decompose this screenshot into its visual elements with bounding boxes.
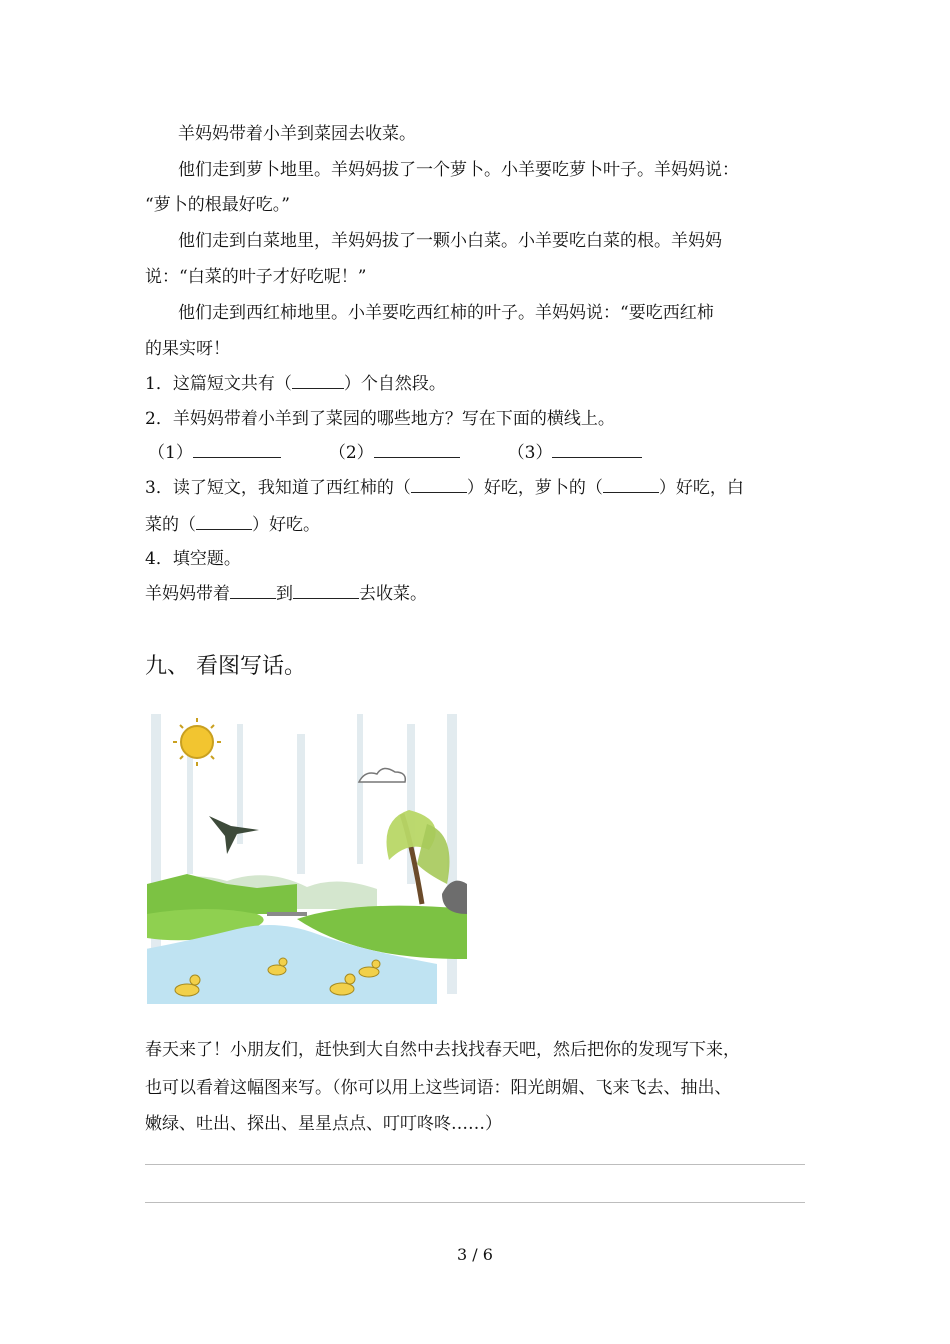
question-4: 4．填空题。 bbox=[145, 549, 241, 569]
writing-line-1[interactable] bbox=[145, 1164, 805, 1165]
answer-line-2[interactable] bbox=[374, 441, 460, 458]
passage-paragraph-4: 他们走到西红柿地里。小羊要吃西红柿的叶子。羊妈妈说：“要吃西红柿 bbox=[178, 303, 714, 323]
answer-blank[interactable] bbox=[603, 476, 659, 493]
answer-line-3[interactable] bbox=[552, 441, 642, 458]
fill-blank-2[interactable] bbox=[293, 582, 359, 599]
question-4-fill bbox=[145, 582, 427, 606]
question-3-text: ）好吃，白 bbox=[658, 478, 744, 498]
answer-line-1[interactable] bbox=[193, 441, 281, 458]
answer-blank[interactable] bbox=[292, 372, 344, 389]
question-3-text: 菜的（ bbox=[145, 515, 196, 535]
question-3 bbox=[145, 476, 744, 500]
question-3-text: ）好吃，萝卜的（ bbox=[466, 478, 603, 498]
sun-icon bbox=[181, 726, 213, 758]
question-2: 2．羊妈妈带着小羊到了菜园的哪些地方？写在下面的横线上。 bbox=[145, 409, 615, 429]
question-2-answers bbox=[148, 441, 642, 465]
question-1-text: 1．这篇短文共有（ bbox=[145, 374, 292, 394]
writing-line-2[interactable] bbox=[145, 1202, 805, 1203]
writing-prompt-line-1: 春天来了！小朋友们，赶快到大自然中去找找春天吧，然后把你的发现写下来， bbox=[145, 1040, 740, 1060]
answer-label-1: （1） bbox=[148, 443, 193, 463]
question-3-cont bbox=[145, 513, 320, 537]
question-1-text-end: ）个自然段。 bbox=[343, 374, 446, 394]
page-number: 3 / 6 bbox=[457, 1245, 493, 1264]
passage-paragraph-3-cont: 说：“白菜的叶子才好吃呢！” bbox=[145, 267, 367, 287]
question-1 bbox=[145, 372, 446, 396]
fill-text: 去收菜。 bbox=[359, 584, 427, 604]
fill-text: 羊妈妈带着 bbox=[145, 584, 230, 604]
spring-scene-illustration bbox=[147, 704, 467, 1004]
writing-prompt-line-2: 也可以看着这幅图来写。（你可以用上这些词语：阳光朗媚、飞来飞去、抽出、 bbox=[145, 1078, 732, 1098]
fill-blank-1[interactable] bbox=[230, 582, 276, 599]
answer-label-3: （3） bbox=[507, 443, 553, 463]
passage-paragraph-3: 他们走到白菜地里，羊妈妈拔了一颗小白菜。小羊要吃白菜的根。羊妈妈 bbox=[178, 231, 722, 251]
question-3-text: 3．读了短文，我知道了西红柿的（ bbox=[145, 478, 411, 498]
answer-label-2: （2） bbox=[328, 443, 374, 463]
question-3-text: ）好吃。 bbox=[252, 515, 320, 535]
answer-blank[interactable] bbox=[196, 513, 252, 530]
passage-paragraph-1: 羊妈妈带着小羊到菜园去收菜。 bbox=[178, 124, 416, 144]
passage-paragraph-4-cont: 的果实呀！ bbox=[145, 339, 230, 359]
section-9-title: 九、 看图写话。 bbox=[145, 654, 306, 679]
writing-prompt-line-3: 嫩绿、吐出、探出、星星点点、叮叮咚咚……） bbox=[145, 1114, 502, 1134]
answer-blank[interactable] bbox=[411, 476, 467, 493]
passage-paragraph-2-cont: “萝卜的根最好吃。” bbox=[145, 195, 290, 215]
passage-paragraph-2: 他们走到萝卜地里。羊妈妈拔了一个萝卜。小羊要吃萝卜叶子。羊妈妈说： bbox=[178, 160, 739, 180]
fill-text: 到 bbox=[276, 584, 293, 604]
